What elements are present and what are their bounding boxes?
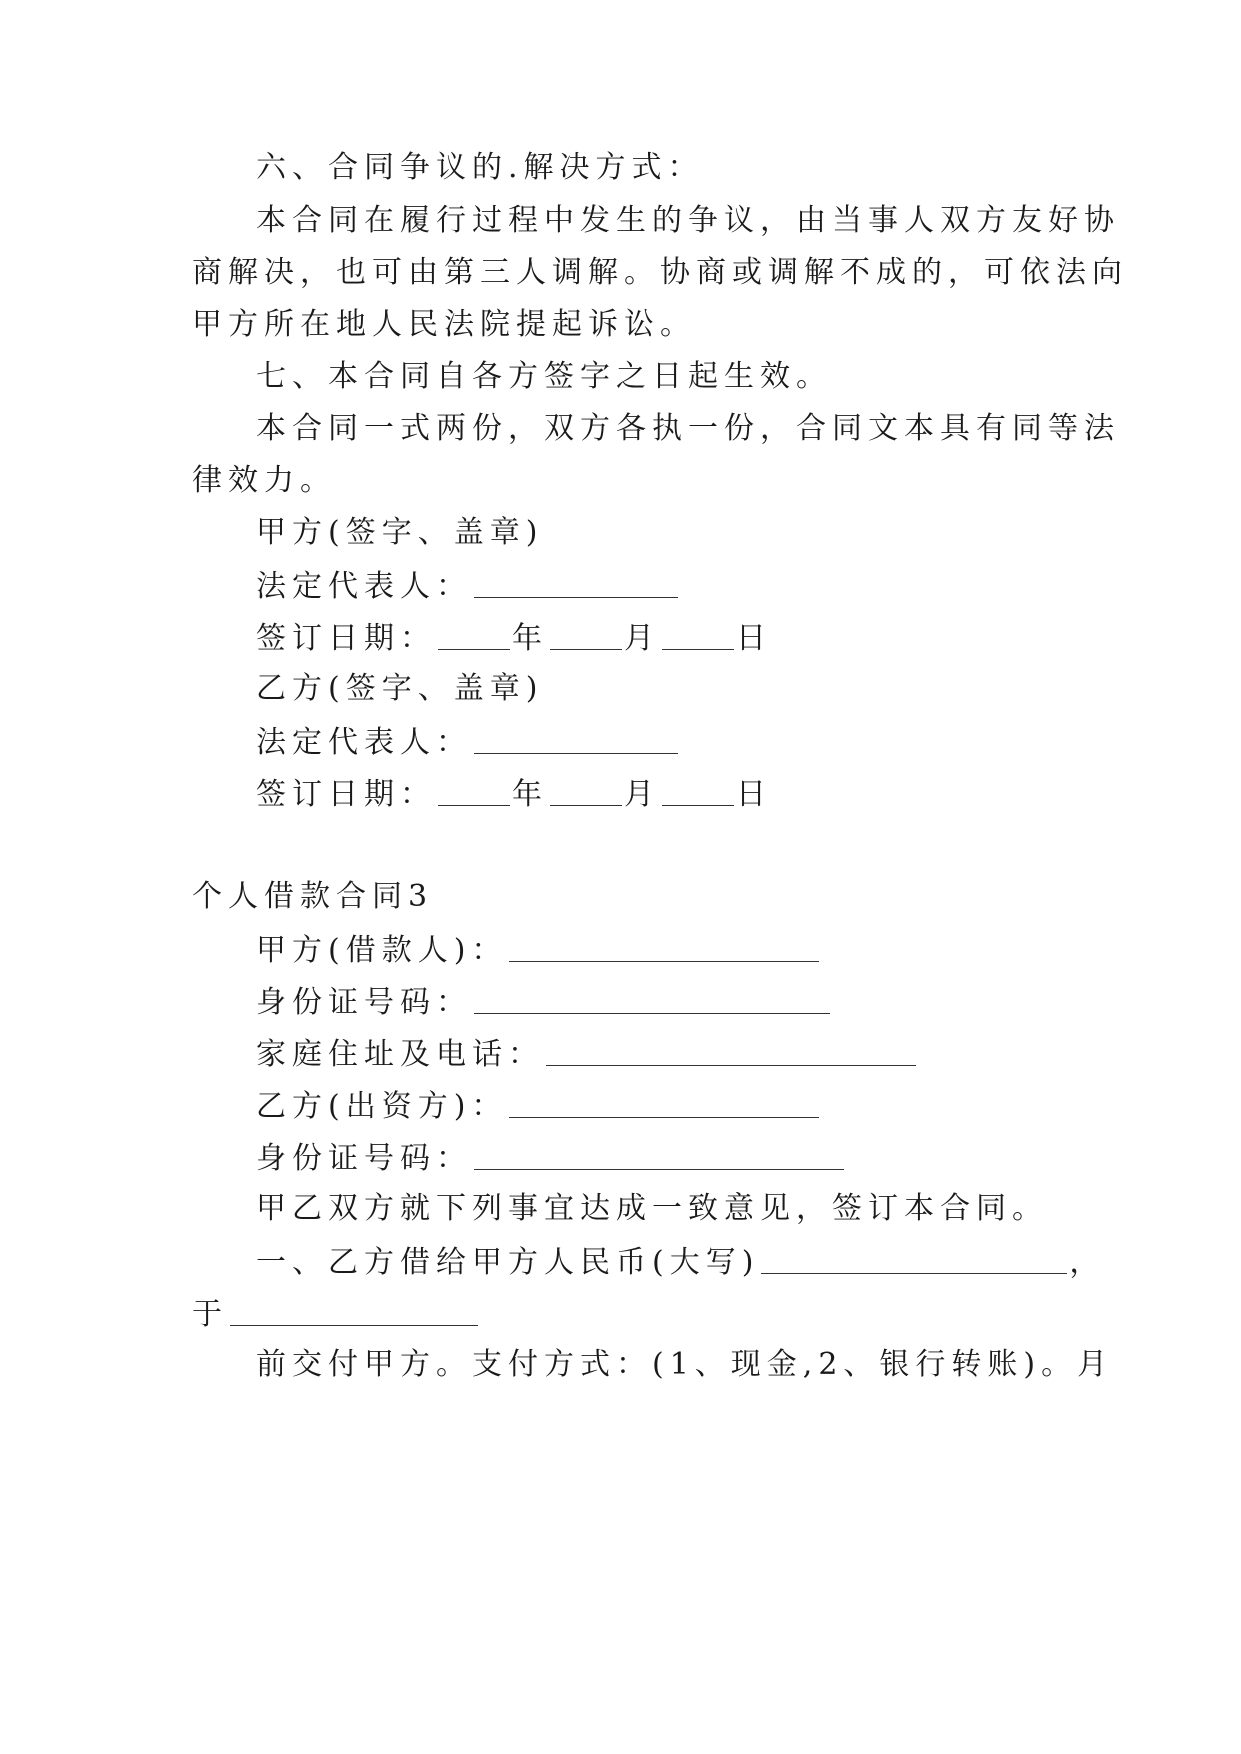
legal-rep-a-label: 法定代表人： <box>256 569 472 604</box>
copies-line2: 律效力。 <box>192 463 336 498</box>
sign-date-b-row <box>256 773 1116 813</box>
id-b-label: 身份证号码： <box>256 1141 472 1176</box>
borrower-row <box>256 929 1116 969</box>
month-char-a: 月 <box>624 621 660 656</box>
legal-rep-a-blank <box>474 567 678 598</box>
sign-date-b-label: 签订日期： <box>256 777 436 812</box>
clause1-amount-blank <box>761 1243 1067 1274</box>
section6-heading: 六、合同争议的.解决方式： <box>256 150 704 185</box>
address-phone-blank <box>546 1035 916 1066</box>
legal-rep-b-row <box>256 721 1116 761</box>
year-blank-b <box>438 775 510 806</box>
id-b-blank <box>474 1139 844 1170</box>
lender-row <box>256 1085 1116 1125</box>
legal-rep-a-row <box>256 565 1116 605</box>
month-blank-b <box>550 775 622 806</box>
month-char-b: 月 <box>624 777 660 812</box>
day-blank-b <box>662 775 734 806</box>
clause1-date-blank <box>230 1295 478 1326</box>
party-a-sign: 甲方(签字、盖章) <box>256 515 544 550</box>
address-phone-label: 家庭住址及电话： <box>256 1037 544 1072</box>
clause1-row <box>256 1241 1116 1281</box>
sign-date-a-row <box>256 617 1116 657</box>
party-b-sign: 乙方(签字、盖章) <box>256 671 544 706</box>
contract3-title: 个人借款合同3 <box>192 879 434 914</box>
sign-date-a-label: 签订日期： <box>256 621 436 656</box>
month-blank-a <box>550 619 622 650</box>
lender-blank <box>509 1087 819 1118</box>
clause1-yu: 于 <box>192 1297 228 1332</box>
copies-line1: 本合同一式两份，双方各执一份，合同文本具有同等法 <box>256 411 1120 446</box>
clause1-date-row <box>192 1293 1052 1333</box>
id-a-blank <box>474 983 830 1014</box>
year-blank-a <box>438 619 510 650</box>
id-a-label: 身份证号码： <box>256 985 472 1020</box>
agreement-line: 甲乙双方就下列事宜达成一致意见，签订本合同。 <box>256 1191 1048 1226</box>
day-char-a: 日 <box>736 621 772 656</box>
clause1-prefix: 一、乙方借给甲方人民币(大写) <box>256 1245 760 1280</box>
id-a-row <box>256 981 1116 1021</box>
borrower-label: 甲方(借款人)： <box>256 933 508 968</box>
year-char-a: 年 <box>512 621 548 656</box>
legal-rep-b-blank <box>474 723 678 754</box>
clause1-continuation: 前交付甲方。支付方式：(1、现金,2、银行转账)。月 <box>256 1347 1114 1382</box>
year-char-b: 年 <box>512 777 548 812</box>
section6-body-line1: 本合同在履行过程中发生的争议，由当事人双方友好协 <box>256 203 1120 238</box>
lender-label: 乙方(出资方)： <box>256 1089 508 1124</box>
section6-body-line3: 甲方所在地人民法院提起诉讼。 <box>192 307 696 342</box>
section7-text: 七、本合同自各方签字之日起生效。 <box>256 359 832 394</box>
legal-rep-b-label: 法定代表人： <box>256 725 472 760</box>
day-blank-a <box>662 619 734 650</box>
address-phone-row <box>256 1033 1116 1073</box>
id-b-row <box>256 1137 1116 1177</box>
borrower-blank <box>509 931 819 962</box>
clause1-comma: ， <box>1069 1245 1106 1280</box>
section6-body-line2: 商解决，也可由第三人调解。协商或调解不成的，可依法向 <box>192 255 1128 290</box>
day-char-b: 日 <box>736 777 772 812</box>
